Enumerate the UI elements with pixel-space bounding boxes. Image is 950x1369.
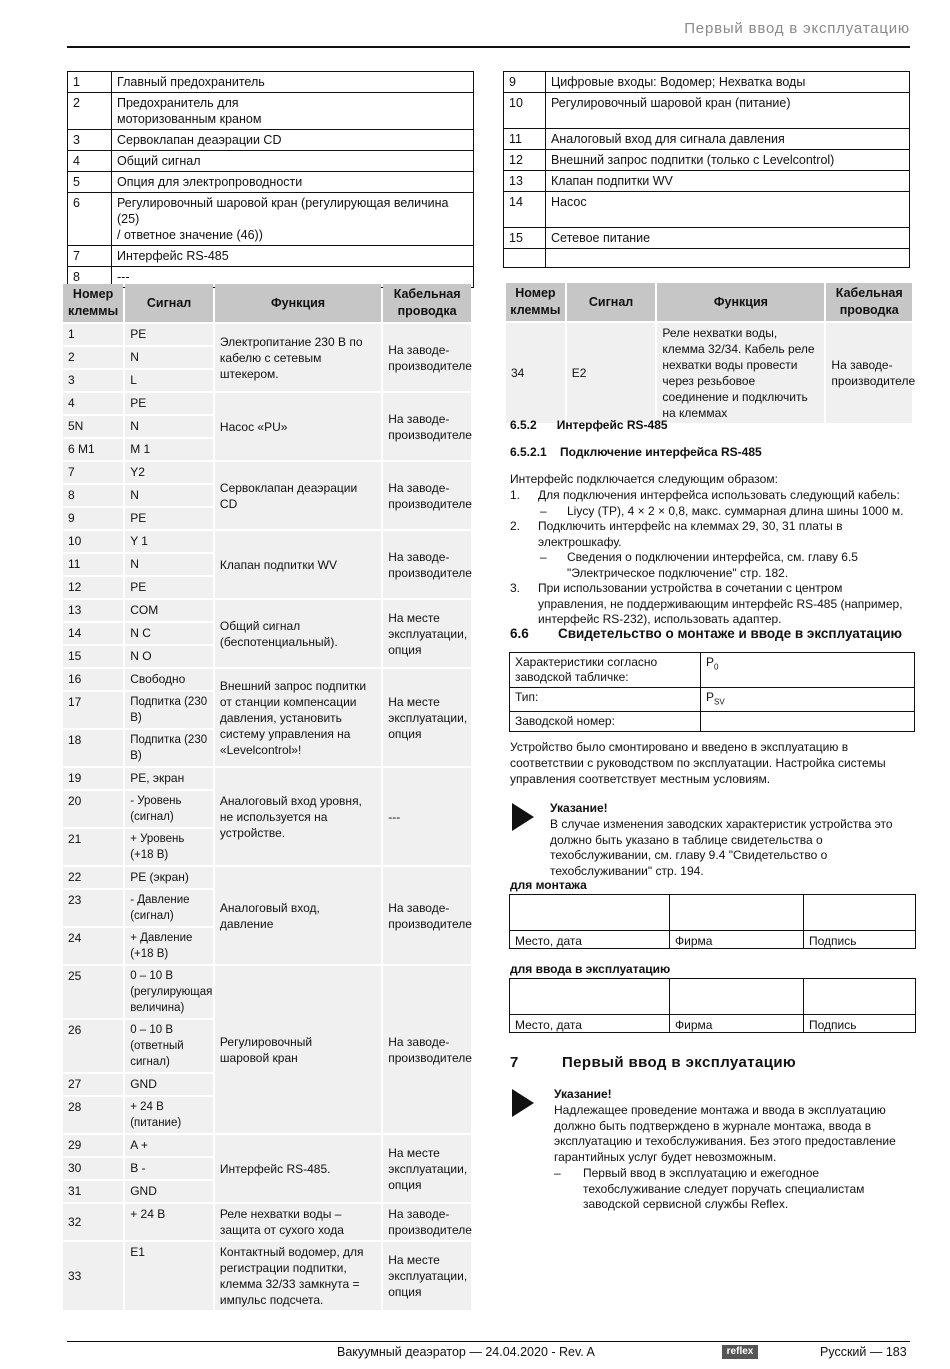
signature-cell[interactable] bbox=[804, 895, 916, 931]
terminal-number: 11 bbox=[63, 554, 123, 575]
terminal-number: 16 bbox=[63, 669, 123, 690]
terminal-function: Электропитание 230 В по кабелю с сетевым штекером. bbox=[215, 324, 381, 391]
legend-row bbox=[504, 249, 910, 268]
step-marker: 3. bbox=[510, 581, 521, 595]
legend-number: 12 bbox=[504, 150, 546, 171]
terminal-signal: + Давление (+18 В) bbox=[125, 928, 213, 964]
terminal-signal: E1 bbox=[125, 1242, 213, 1310]
note-title: Указание! bbox=[554, 1087, 612, 1101]
legend-number: 3 bbox=[68, 130, 112, 151]
signature-cell[interactable] bbox=[510, 895, 670, 931]
nameplate-label: Тип: bbox=[510, 688, 701, 712]
nameplate-row bbox=[510, 653, 915, 688]
legend-text: --- bbox=[112, 267, 474, 288]
terminal-number: 10 bbox=[63, 531, 123, 552]
legend-text: Насос bbox=[546, 192, 910, 228]
section-heading-6-5-2-1: 6.5.2.1 Подключение интерфейса RS-485 bbox=[510, 445, 762, 459]
section-number-6-6: 6.6 bbox=[510, 626, 529, 641]
terminal-signal: N bbox=[125, 485, 213, 506]
terminal-number: 33 bbox=[63, 1242, 123, 1310]
legend-row bbox=[68, 193, 474, 246]
legend-number: 13 bbox=[504, 171, 546, 192]
signature-cell[interactable] bbox=[510, 979, 670, 1015]
legend-text: Опция для электропроводности bbox=[112, 172, 474, 193]
note-title: Указание! bbox=[550, 801, 608, 815]
col-header-signal: Сигнал bbox=[567, 283, 656, 321]
terminal-signal: Y2 bbox=[125, 462, 213, 483]
terminal-signal: N C bbox=[125, 623, 213, 644]
col-header-function: Функция bbox=[215, 284, 381, 322]
table-row bbox=[63, 600, 471, 621]
terminal-number: 29 bbox=[63, 1135, 123, 1156]
terminal-cable: На заводе-производителе bbox=[383, 966, 471, 1133]
page-number: Русский — 183 bbox=[820, 1345, 907, 1359]
terminal-cable: На месте эксплуатации, опция bbox=[383, 600, 471, 667]
legend-number: 11 bbox=[504, 129, 546, 150]
terminal-number: 4 bbox=[63, 393, 123, 414]
terminal-number: 6 M1 bbox=[63, 439, 123, 460]
note-bullet-text: Первый ввод в эксплуатацию и ежегодное техобслуживание следует поручать специалистам заводской сервисной службы Reflex. bbox=[583, 1166, 865, 1211]
interface-step bbox=[510, 504, 912, 520]
nameplate-label: Характеристики согласно заводской табличке: bbox=[510, 653, 701, 688]
terminal-signal: L bbox=[125, 370, 213, 391]
terminal-function: Интерфейс RS-485. bbox=[215, 1135, 381, 1202]
terminal-signal: + 24 В (питание) bbox=[125, 1097, 213, 1133]
terminal-cable: --- bbox=[383, 768, 471, 865]
step-text: Liycy (TP), 4 × 2 × 0,8, макс. суммарная длина шины 1000 м. bbox=[567, 503, 904, 518]
terminal-signal: Y 1 bbox=[125, 531, 213, 552]
step-marker: – bbox=[540, 550, 547, 564]
interface-step bbox=[510, 488, 912, 504]
terminal-cable: На месте эксплуатации, опция bbox=[383, 669, 471, 766]
terminal-cable: На заводе-производителе bbox=[383, 462, 471, 529]
reflex-logo: reflex bbox=[722, 1345, 758, 1359]
step-marker: – bbox=[540, 503, 547, 518]
legend-text: Аналоговый вход для сигнала давления bbox=[546, 129, 910, 150]
step-marker: 1. bbox=[510, 488, 521, 502]
table-row bbox=[63, 1204, 471, 1240]
running-header: Первый ввод в эксплуатацию bbox=[684, 20, 910, 37]
nameplate-table bbox=[509, 652, 915, 732]
mounting-signature-table bbox=[509, 894, 916, 949]
terminal-number: 8 bbox=[63, 485, 123, 506]
terminal-signal: Свободно bbox=[125, 669, 213, 690]
step-text: Сведения о подключении интерфейса, см. главу 6.5 "Электрическое подключение" стр. 182. bbox=[567, 550, 858, 580]
place-date-label: Место, дата bbox=[510, 930, 670, 948]
interface-step bbox=[510, 581, 912, 628]
nameplate-value[interactable] bbox=[701, 712, 915, 732]
commissioning-label: для ввода в эксплуатацию bbox=[510, 962, 671, 976]
note-text: Надлежащее проведение монтажа и ввода в эксплуатацию должно быть подтверждено в журнале монтажа, ввода в эксплуатацию и техобслуживания. Без этого предоставление гарантийных услуг будет невозможным. bbox=[554, 1103, 896, 1164]
terminal-signal: - Уровень (сигнал) bbox=[125, 791, 213, 827]
terminal-number: 19 bbox=[63, 768, 123, 789]
terminal-number: 5N bbox=[63, 416, 123, 437]
table-row bbox=[63, 1135, 471, 1156]
section-title-7: Первый ввод в эксплуатацию bbox=[562, 1054, 797, 1071]
terminal-function: Регулировочный шаровой кран bbox=[215, 966, 381, 1133]
col-header-number: Номер клеммы bbox=[506, 283, 565, 321]
terminal-cable: На заводе-производителе bbox=[826, 323, 912, 423]
note-bullet-dash: – bbox=[554, 1166, 561, 1180]
legend-number: 7 bbox=[68, 246, 112, 267]
company-label: Фирма bbox=[670, 1014, 804, 1032]
terminal-signal: N bbox=[125, 347, 213, 368]
terminal-function: Общий сигнал (беспотенциальный). bbox=[215, 600, 381, 667]
col-header-number: Номер клеммы bbox=[63, 284, 123, 322]
legend-number: 1 bbox=[68, 72, 112, 93]
terminal-cable: На заводе-производителе bbox=[383, 393, 471, 460]
table-row bbox=[63, 867, 471, 888]
terminal-number: 3 bbox=[63, 370, 123, 391]
col-header-cable: Кабельная проводка bbox=[826, 283, 912, 321]
terminal-signal: N bbox=[125, 554, 213, 575]
legend-text: Предохранитель для моторизованным краном bbox=[112, 93, 474, 130]
terminal-signal: B - bbox=[125, 1158, 213, 1179]
terminal-number: 13 bbox=[63, 600, 123, 621]
signature-label: Подпись bbox=[804, 1014, 916, 1032]
terminal-cable: На заводе-производителе bbox=[383, 531, 471, 598]
legend-row bbox=[504, 228, 910, 249]
step-text: Для подключения интерфейса использовать следующий кабель: bbox=[538, 488, 900, 502]
value-symbol: P bbox=[706, 690, 715, 704]
terminal-number: 26 bbox=[63, 1020, 123, 1072]
terminal-number: 21 bbox=[63, 829, 123, 865]
legend-text: Интерфейс RS-485 bbox=[112, 246, 474, 267]
legend-row bbox=[68, 172, 474, 193]
table-row bbox=[63, 462, 471, 483]
section-heading-6-5-2: 6.5.2 Интерфейс RS-485 bbox=[510, 418, 668, 432]
col-header-function: Функция bbox=[657, 283, 824, 321]
terminal-signal: PE bbox=[125, 577, 213, 598]
terminal-number: 34 bbox=[506, 323, 565, 423]
legend-row bbox=[68, 246, 474, 267]
nameplate-row bbox=[510, 712, 915, 732]
terminal-number: 31 bbox=[63, 1181, 123, 1202]
terminal-function: Реле нехватки воды – защита от сухого хода bbox=[215, 1204, 381, 1240]
table-row bbox=[63, 966, 471, 1018]
legend-number: 10 bbox=[504, 93, 546, 129]
terminal-number: 2 bbox=[63, 347, 123, 368]
legend-number: 15 bbox=[504, 228, 546, 249]
terminal-function: Контактный водомер, для регистрации подпитки, клемма 32/33 замкнута = импульс подсчета. bbox=[215, 1242, 381, 1310]
terminal-number: 20 bbox=[63, 791, 123, 827]
step-text: При использовании устройства в сочетании с центром управления, не поддерживающим интерфейс RS-485 (например, интерфейс RS-232), использовать адаптер. bbox=[538, 581, 903, 626]
terminal-signal: PE bbox=[125, 393, 213, 414]
terminal-number: 24 bbox=[63, 928, 123, 964]
terminal-signal: Подпитка (230 В) bbox=[125, 692, 213, 728]
terminal-signal: N O bbox=[125, 646, 213, 667]
nameplate-label: Заводской номер: bbox=[510, 712, 701, 732]
note-arrow-icon bbox=[512, 803, 534, 831]
terminal-number: 15 bbox=[63, 646, 123, 667]
legend-number: 8 bbox=[68, 267, 112, 288]
table-row bbox=[63, 324, 471, 345]
legend-text: Клапан подпитки WV bbox=[546, 171, 910, 192]
value-symbol: P bbox=[706, 655, 715, 669]
interface-steps bbox=[510, 488, 912, 628]
table-row bbox=[63, 531, 471, 552]
terminal-signal: PE bbox=[125, 324, 213, 345]
company-label: Фирма bbox=[670, 930, 804, 948]
terminal-function: Аналоговый вход, давление bbox=[215, 867, 381, 964]
legend-text: Регулировочный шаровой кран (питание) bbox=[546, 93, 910, 129]
terminal-cable: На заводе-производителе bbox=[383, 867, 471, 964]
terminal-signal: + Уровень (+18 В) bbox=[125, 829, 213, 865]
terminal-function: Насос «PU» bbox=[215, 393, 381, 460]
mounting-label: для монтажа bbox=[510, 878, 587, 892]
legend-number: 14 bbox=[504, 192, 546, 228]
certificate-text: Устройство было смонтировано и введено в эксплуатацию в соответствии с руководством по эксплуатации. Настройка системы управления соответствует местным условиям. bbox=[510, 740, 886, 786]
terminal-number: 27 bbox=[63, 1074, 123, 1095]
legend-text: Общий сигнал bbox=[112, 151, 474, 172]
terminal-signal: PE (экран) bbox=[125, 867, 213, 888]
terminal-signal: + 24 В bbox=[125, 1204, 213, 1240]
legend-row bbox=[504, 171, 910, 192]
terminal-number: 28 bbox=[63, 1097, 123, 1133]
legend-row bbox=[68, 72, 474, 93]
terminal-function: Сервоклапан деаэрации CD bbox=[215, 462, 381, 529]
legend-text: Цифровые входы: Водомер; Нехватка воды bbox=[546, 72, 910, 93]
terminal-cable: На заводе-производителе bbox=[383, 1204, 471, 1240]
interface-step bbox=[510, 519, 912, 550]
terminal-function: Реле нехватки воды, клемма 32/34. Кабель реле нехватки воды провести через резьбовое соединение и подключить на клеммах bbox=[657, 323, 824, 423]
legend-table-right bbox=[503, 71, 910, 268]
terminal-number: 1 bbox=[63, 324, 123, 345]
terminal-signal: - Давление (сигнал) bbox=[125, 890, 213, 926]
terminal-signal: 0 – 10 В (регулирующая величина) bbox=[125, 966, 213, 1018]
terminal-number: 14 bbox=[63, 623, 123, 644]
legend-row bbox=[504, 129, 910, 150]
terminal-cable: На заводе-производителе bbox=[383, 324, 471, 391]
terminal-signal: E2 bbox=[567, 323, 656, 423]
terminal-number: 22 bbox=[63, 867, 123, 888]
section-title-6-6: Свидетельство о монтаже и вводе в эксплуатацию bbox=[558, 626, 903, 641]
terminal-cable: На месте эксплуатации, опция bbox=[383, 1135, 471, 1202]
terminal-signal: PE bbox=[125, 508, 213, 529]
legend-row bbox=[504, 150, 910, 171]
terminal-number: 7 bbox=[63, 462, 123, 483]
terminal-number: 30 bbox=[63, 1158, 123, 1179]
terminal-signal: COM bbox=[125, 600, 213, 621]
signature-cell[interactable] bbox=[670, 979, 804, 1015]
terminal-number: 18 bbox=[63, 730, 123, 766]
terminal-number: 32 bbox=[63, 1204, 123, 1240]
interface-intro: Интерфейс подключается следующим образом: bbox=[510, 472, 778, 486]
terminal-function: Клапан подпитки WV bbox=[215, 531, 381, 598]
legend-row bbox=[68, 130, 474, 151]
terminal-signal: N bbox=[125, 416, 213, 437]
value-subscript: SV bbox=[714, 697, 725, 707]
legend-text: Главный предохранитель bbox=[112, 72, 474, 93]
note-arrow-icon bbox=[512, 1089, 534, 1117]
legend-table-left bbox=[67, 71, 474, 288]
legend-number: 2 bbox=[68, 93, 112, 130]
nameplate-value[interactable] bbox=[701, 688, 915, 712]
terminal-number: 9 bbox=[63, 508, 123, 529]
interface-step bbox=[510, 550, 912, 581]
legend-text: Сервоклапан деаэрации CD bbox=[112, 130, 474, 151]
terminal-signal: A + bbox=[125, 1135, 213, 1156]
legend-row bbox=[504, 192, 910, 228]
terminal-number: 23 bbox=[63, 890, 123, 926]
terminal-table bbox=[61, 282, 473, 1312]
header-rule bbox=[67, 46, 910, 48]
terminal-signal: GND bbox=[125, 1181, 213, 1202]
terminal-number: 12 bbox=[63, 577, 123, 598]
col-header-cable: Кабельная проводка bbox=[383, 284, 471, 322]
terminal-number: 17 bbox=[63, 692, 123, 728]
table-row bbox=[63, 768, 471, 789]
signature-cell[interactable] bbox=[670, 895, 804, 931]
terminal-function: Аналоговый вход уровня, не используется на устройстве. bbox=[215, 768, 381, 865]
legend-number bbox=[504, 249, 546, 268]
terminal-signal: Подпитка (230 В) bbox=[125, 730, 213, 766]
terminal-table-continued bbox=[504, 281, 914, 425]
legend-text: Регулировочный шаровой кран (регулирующая величина (25) / ответное значение (46)) bbox=[112, 193, 474, 246]
step-marker: 2. bbox=[510, 519, 521, 533]
table-row bbox=[63, 393, 471, 414]
col-header-signal: Сигнал bbox=[125, 284, 213, 322]
value-subscript: 0 bbox=[714, 662, 719, 672]
commissioning-signature-table bbox=[509, 978, 916, 1033]
terminal-signal: 0 – 10 В (ответный сигнал) bbox=[125, 1020, 213, 1072]
terminal-cable: На месте эксплуатации, опция bbox=[383, 1242, 471, 1310]
legend-number: 9 bbox=[504, 72, 546, 93]
legend-number: 5 bbox=[68, 172, 112, 193]
terminal-function: Внешний запрос подпитки от станции компенсации давления, установить систему управления на «Levelcontrol»! bbox=[215, 669, 381, 766]
step-text: Подключить интерфейс на клеммах 29, 30, 31 платы в электрошкафу. bbox=[538, 519, 843, 549]
terminal-signal: M 1 bbox=[125, 439, 213, 460]
note-text: В случае изменения заводских характеристик устройства это должно быть указано в таблице свидетельства о техобслуживании, см. главу 9.4 "Свидетельство о техобслуживании" стр. 194. bbox=[550, 817, 893, 878]
footer-rule bbox=[67, 1341, 910, 1342]
legend-row bbox=[68, 151, 474, 172]
legend-text bbox=[546, 249, 910, 268]
terminal-signal: GND bbox=[125, 1074, 213, 1095]
legend-row bbox=[68, 93, 474, 130]
legend-text: Сетевое питание bbox=[546, 228, 910, 249]
section-number-7: 7 bbox=[510, 1054, 519, 1071]
signature-cell[interactable] bbox=[804, 979, 916, 1015]
legend-row bbox=[504, 72, 910, 93]
table-row bbox=[63, 1242, 471, 1310]
signature-label: Подпись bbox=[804, 930, 916, 948]
table-row bbox=[63, 669, 471, 690]
nameplate-value[interactable] bbox=[701, 653, 915, 688]
terminal-signal: PE, экран bbox=[125, 768, 213, 789]
place-date-label: Место, дата bbox=[510, 1014, 670, 1032]
nameplate-row bbox=[510, 688, 915, 712]
legend-number: 6 bbox=[68, 193, 112, 246]
footer-document: Вакуумный деаэратор — 24.04.2020 - Rev. A bbox=[337, 1345, 595, 1359]
legend-text: Внешний запрос подпитки (только с Levelcontrol) bbox=[546, 150, 910, 171]
legend-row bbox=[504, 93, 910, 129]
terminal-number: 25 bbox=[63, 966, 123, 1018]
legend-number: 4 bbox=[68, 151, 112, 172]
